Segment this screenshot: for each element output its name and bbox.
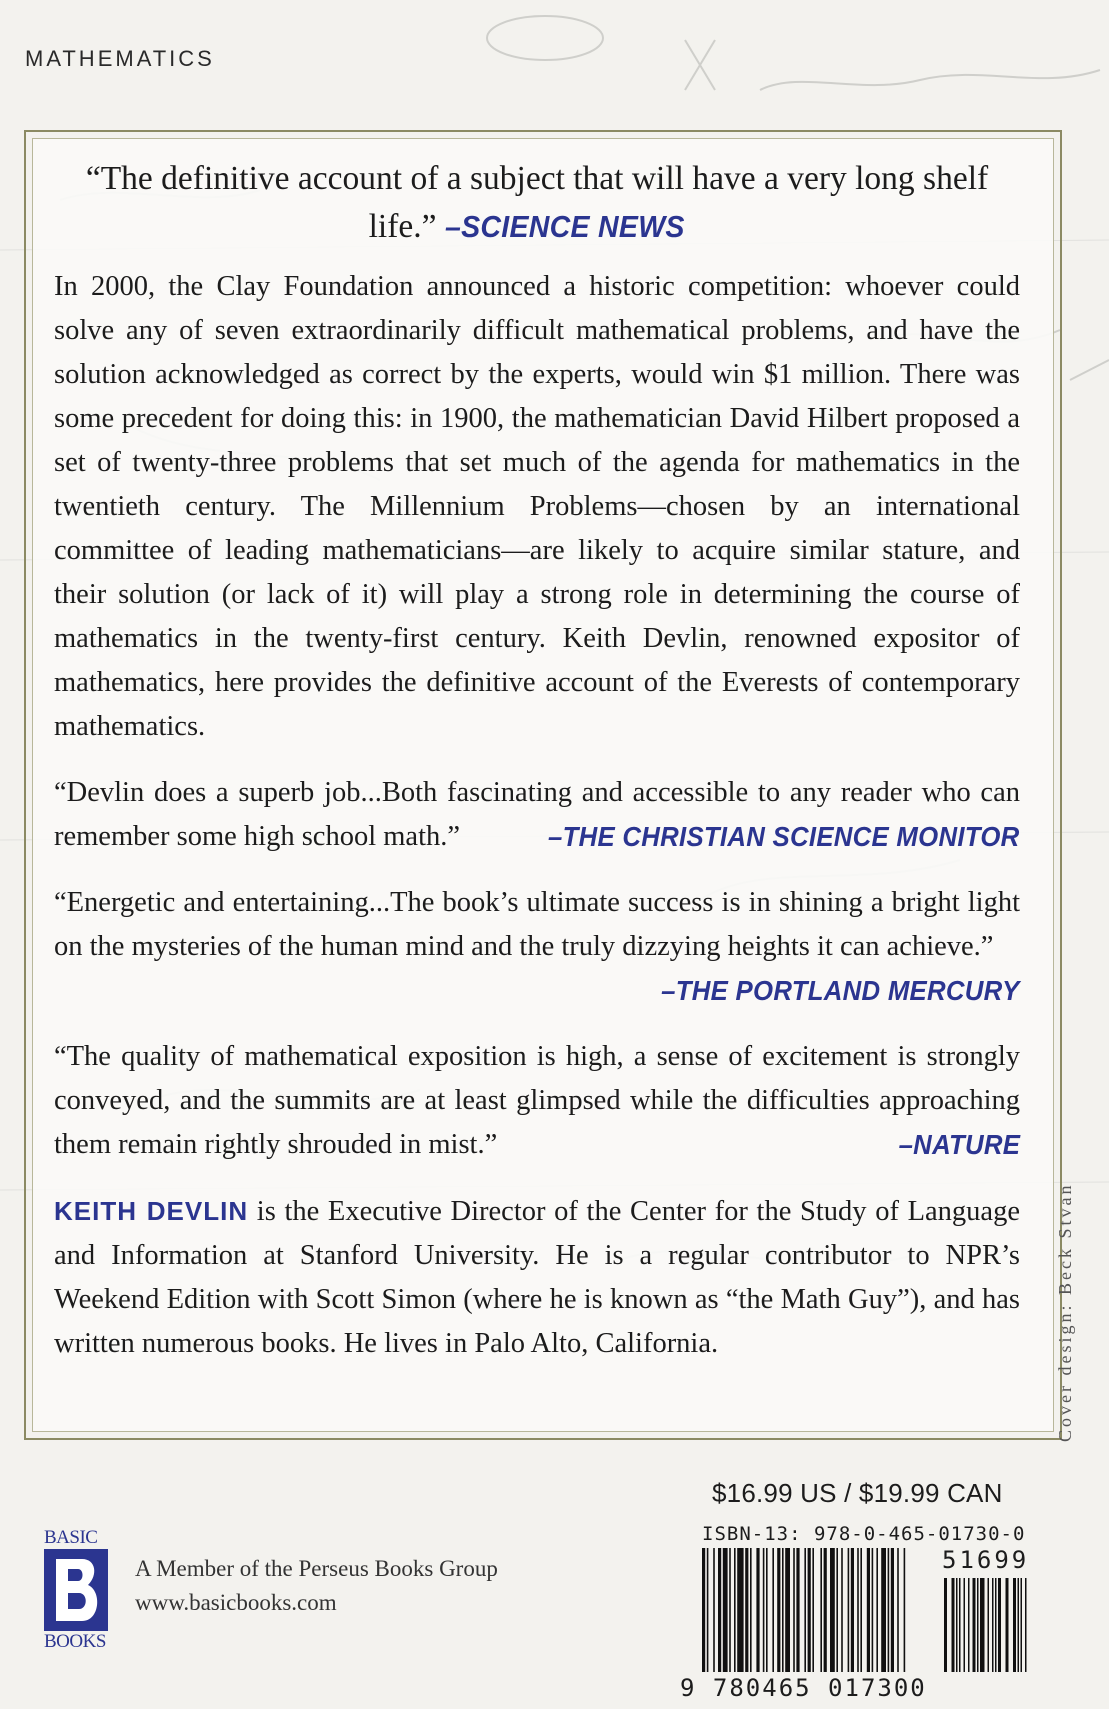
barcode-bar bbox=[860, 1548, 862, 1672]
book-blurb: In 2000, the Clay Foundation announced a historic competition: whoever could solve any of seven extraordinarily difficult mathematical problems, and have the solution acknowledged as correct by the experts, would win $1 million. There was some precedent for doing this: in 1900, the mathematician David Hilbert proposed a set of twenty-three problems that set much of the agenda for mathematics in the twentieth century. The Millennium Problems—chosen by an international committee of leading mathematicians—are likely to acquire similar stature, and their solution (or lack of it) will play a strong role in determining the course of mathematics in the twenty-first century. Keith Devlin, renowned expositor of mathematics, here provides the definitive account of the Everests of contemporary mathematics. bbox=[54, 271, 1020, 742]
review-quote bbox=[54, 1035, 1020, 1167]
barcode-bar bbox=[750, 1548, 752, 1672]
author-name: KEITH DEVLIN bbox=[54, 1196, 249, 1226]
publisher-info bbox=[135, 1552, 498, 1620]
review-quote bbox=[54, 881, 1020, 1013]
barcode-bar bbox=[734, 1548, 736, 1672]
barcode-bar bbox=[1025, 1578, 1027, 1672]
publisher-website[interactable]: www.basicbooks.com bbox=[135, 1590, 337, 1615]
barcode-bar bbox=[1018, 1578, 1020, 1672]
barcode-bar bbox=[812, 1548, 814, 1672]
barcode-bar bbox=[904, 1548, 906, 1672]
barcode-bar bbox=[959, 1578, 961, 1672]
barcode-bar bbox=[888, 1548, 890, 1672]
barcode-bar bbox=[796, 1548, 799, 1672]
barcode-bar bbox=[964, 1578, 966, 1672]
isbn-label: ISBN-13: 978-0-465-01730-0 bbox=[702, 1523, 1026, 1545]
author-bio-text: is the Executive Director of the Center for the Study of Language and Information at Stanford University. He is a regular contributor to NPR’s Weekend Edition with Scott Simon (where he is known as “the Math Guy”), and has written numerous books. He lives in Palo Alto, California. bbox=[54, 1196, 1020, 1359]
barcode-bar bbox=[772, 1548, 774, 1672]
barcode-bar bbox=[782, 1548, 784, 1672]
barcode-bar bbox=[793, 1548, 795, 1672]
barcode-digits: 9 780465 017300 bbox=[680, 1674, 927, 1702]
barcode-bar bbox=[707, 1548, 709, 1672]
barcode-bar bbox=[891, 1548, 894, 1672]
barcode-bar bbox=[848, 1548, 850, 1672]
barcode-bar bbox=[968, 1578, 970, 1672]
barcode-bar bbox=[756, 1548, 759, 1672]
barcode-bar bbox=[998, 1578, 1001, 1672]
barcode-bar bbox=[785, 1548, 790, 1672]
barcode-bar bbox=[956, 1578, 958, 1672]
barcode-bar bbox=[718, 1548, 721, 1672]
barcode-bar bbox=[777, 1548, 780, 1672]
barcode-bar bbox=[804, 1548, 806, 1672]
barcode-bar bbox=[995, 1578, 997, 1672]
barcode-bar bbox=[763, 1548, 765, 1672]
barcode-bar bbox=[729, 1548, 731, 1672]
barcode-bar bbox=[808, 1548, 811, 1672]
barcode-bar bbox=[897, 1548, 899, 1672]
headline-attribution: –SCIENCE NEWS bbox=[444, 209, 685, 244]
publisher-group: A Member of the Perseus Books Group bbox=[135, 1556, 498, 1581]
barcode-bar bbox=[723, 1548, 728, 1672]
barcode-bar bbox=[992, 1578, 994, 1672]
barcode-bar bbox=[745, 1548, 748, 1672]
barcode-bar bbox=[702, 1548, 705, 1672]
review-quote bbox=[54, 771, 1020, 859]
barcode-bar bbox=[881, 1548, 886, 1672]
barcode-bar bbox=[824, 1548, 827, 1672]
logo-wordmark-top: BASIC bbox=[44, 1527, 98, 1548]
barcode-bar bbox=[820, 1548, 822, 1672]
b-logo-icon bbox=[44, 1549, 108, 1631]
barcode-bar bbox=[973, 1578, 976, 1672]
review-source: –NATURE bbox=[898, 1129, 1020, 1160]
barcode-bar bbox=[876, 1548, 878, 1672]
author-bio bbox=[54, 1189, 1020, 1366]
logo-wordmark-bottom: BOOKS bbox=[44, 1631, 106, 1652]
review-source: –THE PORTLAND MERCURY bbox=[661, 975, 1020, 1006]
barcode-bar bbox=[713, 1548, 715, 1672]
cover-design-credit: Cover design: Beck Stvan bbox=[1055, 1182, 1075, 1442]
review-text: “The quality of mathematical exposition is high, a sense of excitement is strongly conveyed, and the summits are at least glimpsed while the difficulties approaching them remain rightly shrouded in mist.” bbox=[54, 1041, 1020, 1160]
barcode-bar bbox=[830, 1548, 835, 1672]
barcode bbox=[680, 1546, 1030, 1702]
headline-quote bbox=[54, 155, 1020, 251]
review-text: “Devlin does a superb job...Both fascinating and accessible to any reader who can remember some high school math.” bbox=[54, 777, 1020, 852]
barcode-bar bbox=[851, 1548, 854, 1672]
barcode-bar bbox=[1013, 1578, 1016, 1672]
barcode-price-code: 51699 bbox=[938, 1546, 1033, 1574]
barcode-bar bbox=[836, 1548, 838, 1672]
barcode-bar bbox=[857, 1548, 859, 1672]
review-text: “Energetic and entertaining...The book’s ultimate success is in shining a bright light on the mysteries of the human mind and the truly dizzying heights it can achieve.” bbox=[54, 887, 1020, 962]
barcode-bar bbox=[977, 1578, 979, 1672]
headline-quote-text: “The definitive account of a subject that will have a very long shelf life.” bbox=[85, 160, 989, 245]
barcode-bar bbox=[1021, 1578, 1023, 1672]
price-label: $16.99 US / $19.99 CAN bbox=[712, 1478, 1003, 1508]
review-source: –THE CHRISTIAN SCIENCE MONITOR bbox=[548, 821, 1020, 852]
publisher-logo bbox=[44, 1528, 112, 1652]
barcode-bar bbox=[872, 1548, 874, 1672]
category-label: MATHEMATICS bbox=[25, 46, 215, 71]
barcode-bar bbox=[988, 1578, 990, 1672]
barcode-bar bbox=[1006, 1578, 1009, 1672]
barcode-bar bbox=[766, 1548, 768, 1672]
barcode-bar bbox=[841, 1548, 843, 1672]
barcode-bar bbox=[867, 1548, 870, 1672]
back-cover-text bbox=[54, 155, 1020, 1366]
barcode-bar bbox=[980, 1578, 985, 1672]
barcode-bar bbox=[737, 1548, 743, 1672]
barcode-bar bbox=[952, 1578, 955, 1672]
barcode-bar bbox=[944, 1578, 947, 1672]
